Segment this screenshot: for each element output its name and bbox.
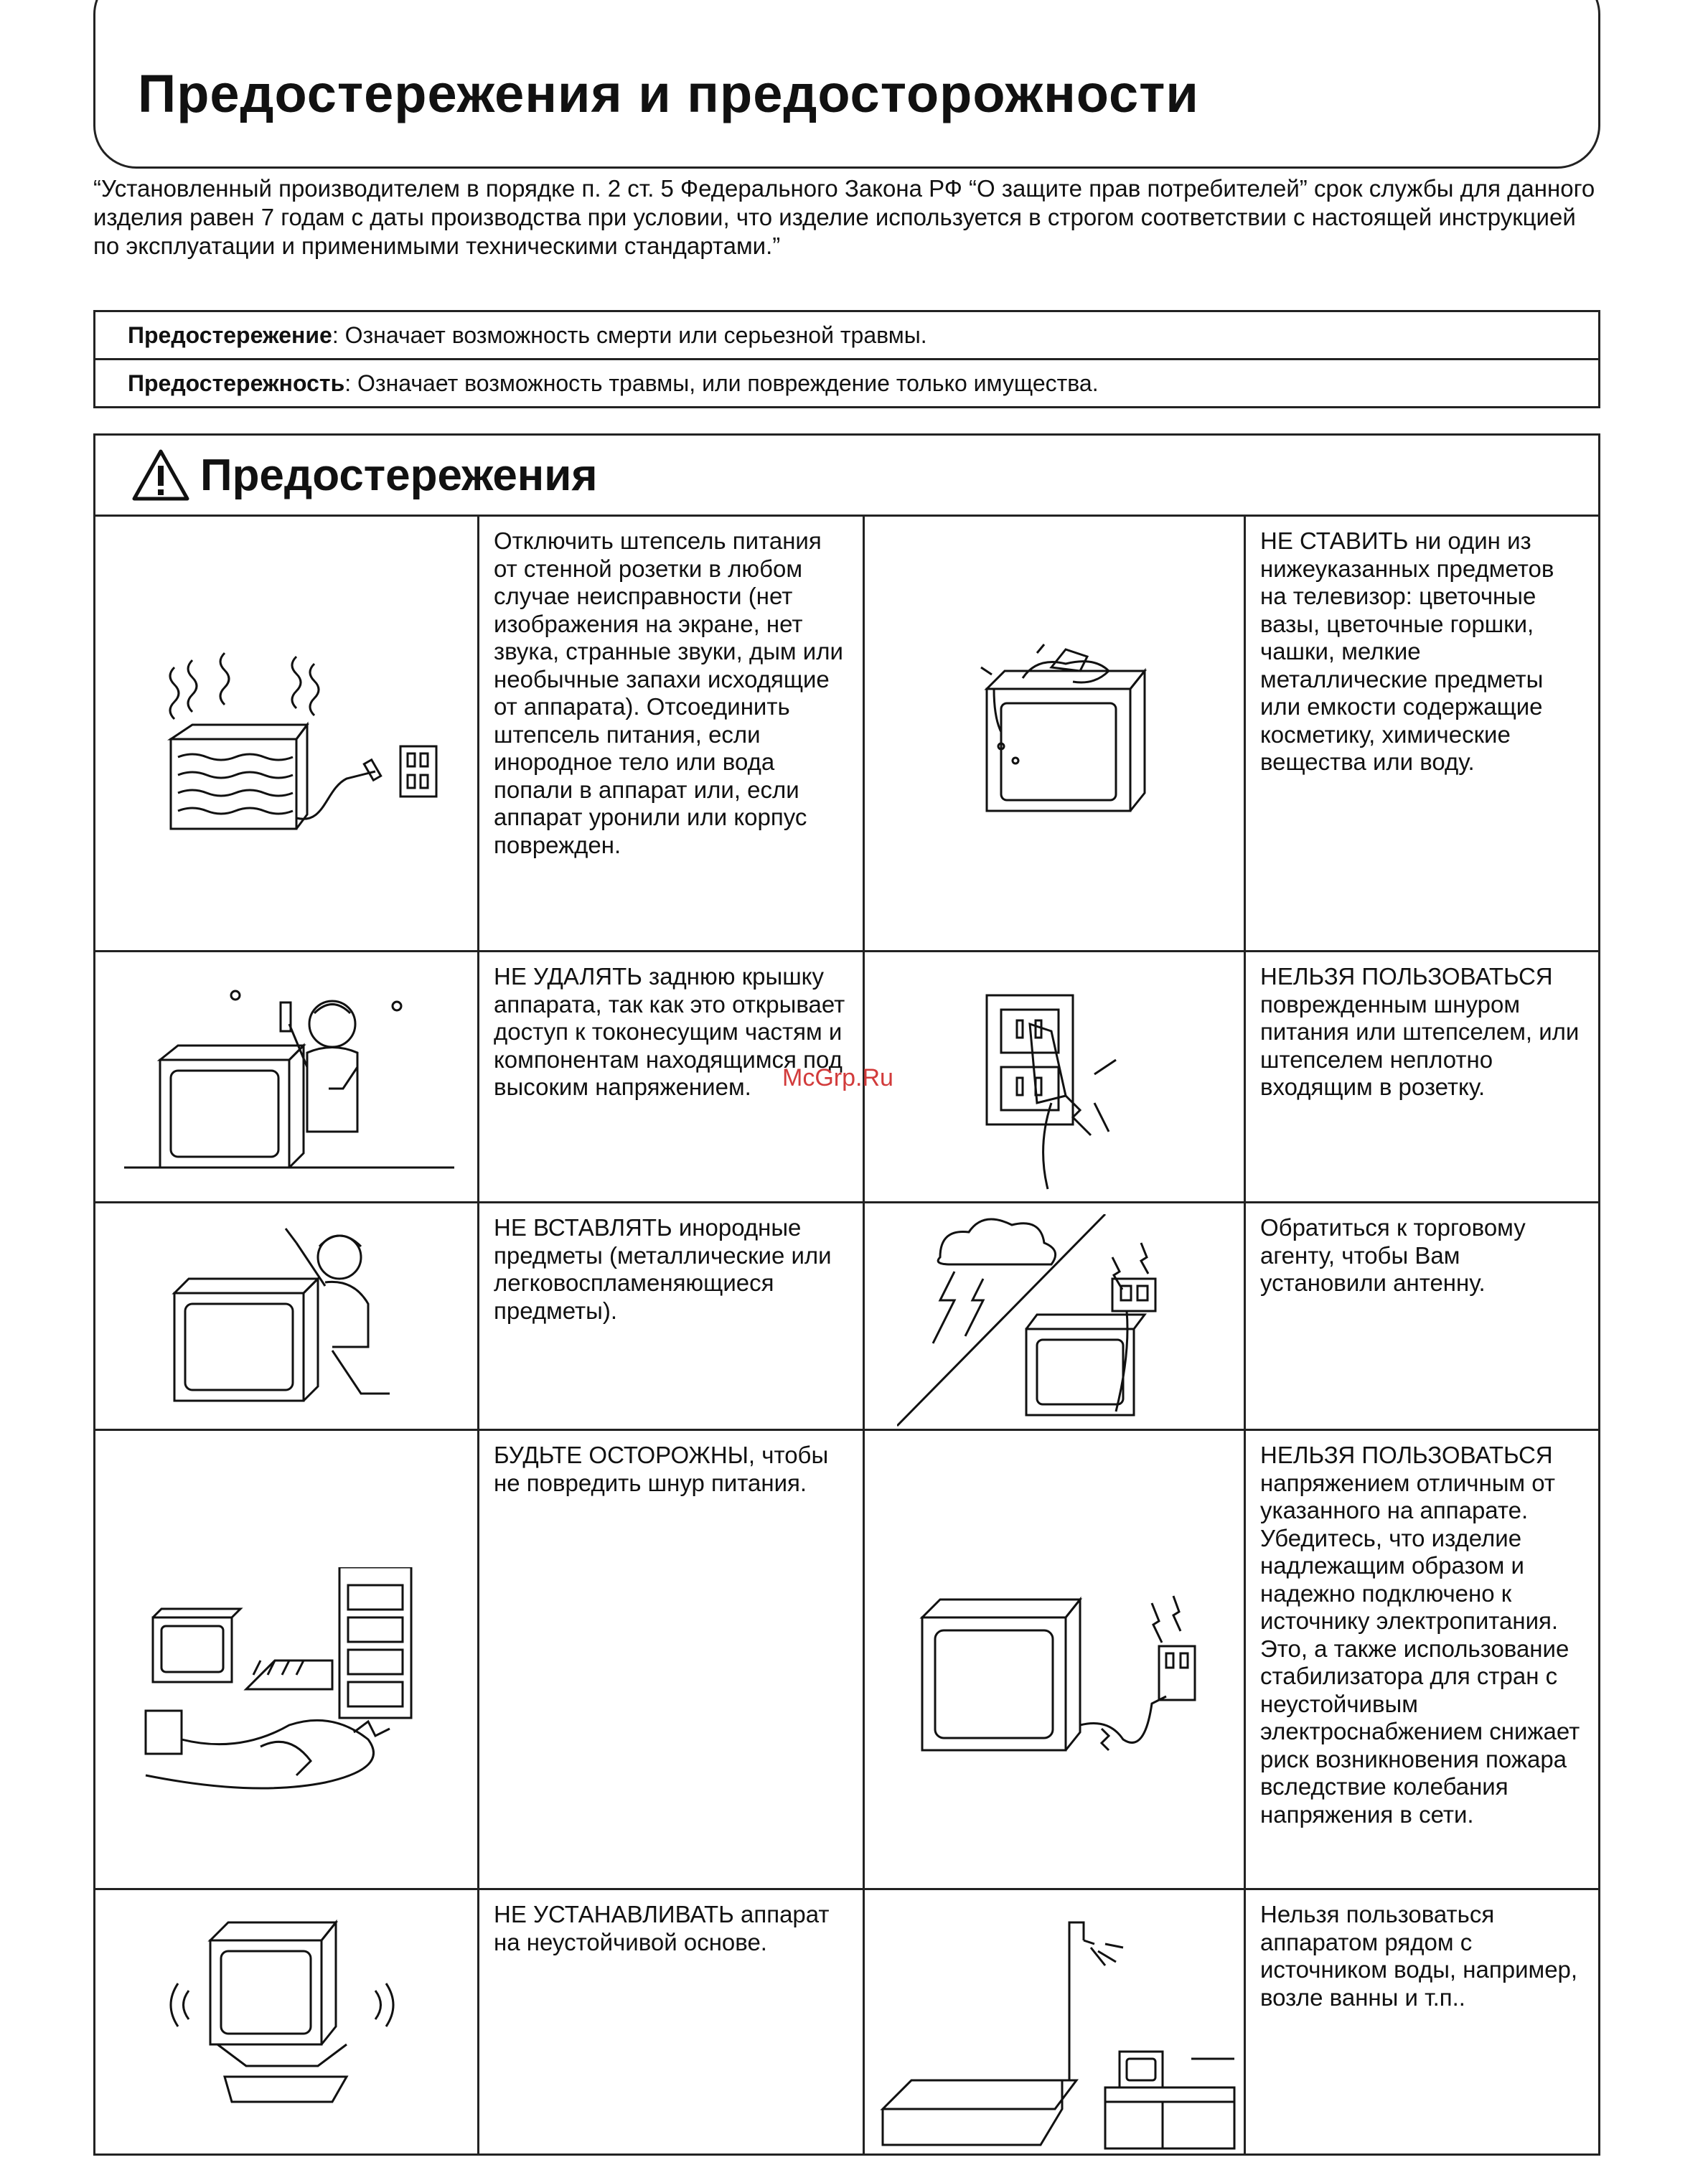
illustration-cell (865, 952, 1246, 1203)
warning-text: НЕ УДАЛЯТЬ заднюю крышку аппарата, так как это открывает доступ к токонесущим частям и компонентам находящимся под высоким напряжением. (494, 963, 845, 1100)
tv-near-bathtub-illustration (876, 1908, 1242, 2152)
definition-term: Предостережение (128, 321, 332, 348)
warnings-header (95, 436, 1598, 517)
warning-text: Обратиться к торговому агенту, чтобы Вам установили антенну. (1260, 1214, 1526, 1296)
warning-text-cell (479, 1890, 865, 2156)
warning-triangle-icon (131, 448, 190, 502)
illustration-cell (865, 517, 1246, 952)
warning-text-cell (479, 517, 865, 952)
warning-text: БУДЬТЕ ОСТОРОЖНЫ, чтобы не повредить шнур питания. (494, 1442, 829, 1496)
warning-text: НЕЛЬЗЯ ПОЛЬЗОВАТЬСЯ напряжением отличным от указанного на аппарате. Убедитесь, что изделие надлежащим образом и надежно подключено к источнику электропитания. Это, а также использование стабилизатора для стран с неустойчивым электроснабжением снижает риск возникновения пожара вследствие колебания напряжения в сети. (1260, 1442, 1580, 1828)
definition-warning (95, 312, 1598, 358)
illustration-cell (865, 1890, 1246, 2156)
definition-term: Предостережность (128, 370, 345, 396)
warnings-grid (95, 517, 1598, 2156)
definition-text: : Означает возможность смерти или серьезной травмы. (332, 321, 927, 348)
warnings-section (93, 433, 1600, 2156)
warning-text-cell (479, 1203, 865, 1431)
damaged-plug-illustration (972, 981, 1159, 1196)
watermark-text: McGrp.Ru (782, 1064, 893, 1091)
cord-under-furniture-illustration (139, 1567, 469, 1818)
warning-text-cell (1246, 1431, 1598, 1890)
warning-text: НЕ СТАВИТЬ ни один из нижеуказанных предметов на телевизор: цветочные вазы, цветочные горшки, чашки, мелкие металлические предметы или емкости содержащие косметику, химические вещества или воду. (1260, 527, 1554, 775)
service-life-notice: “Установленный производителем в порядке п. 2 ст. 5 Федерального Закона РФ “О защите прав потребителей” срок службы для данного изделия равен 7 годам с даты производства при условии, что изделие используется в строгом соответствии с настоящей инструкцией по эксплуатации и применимыми техническими стандартами.” (93, 175, 1595, 259)
tv-outlet-voltage-illustration (915, 1560, 1231, 1775)
tv-smoke-illustration (146, 639, 461, 847)
illustration-cell (95, 517, 479, 952)
warning-text: НЕ ВСТАВЛЯТЬ инородные предметы (металлические или легковоспламеняющиеся предметы). (494, 1214, 832, 1324)
tv-unstable-base-illustration (167, 1904, 411, 2120)
definition-text: : Означает возможность травмы, или повреждение только имущества. (344, 370, 1099, 396)
warning-text-cell (1246, 1890, 1598, 2156)
warnings-title: Предостережения (200, 450, 598, 500)
man-opening-tv-illustration (117, 974, 461, 1182)
illustration-cell (95, 1890, 479, 2156)
tv-vase-spill-illustration (972, 639, 1159, 825)
definitions-table (93, 310, 1600, 408)
illustration-cell (95, 952, 479, 1203)
child-inserting-object-illustration (167, 1221, 426, 1422)
warning-text: Нельзя пользоваться аппаратом рядом с источником воды, например, возле ванны и т.п.. (1260, 1901, 1578, 2011)
illustration-cell (865, 1203, 1246, 1431)
illustration-cell (95, 1431, 479, 1890)
warning-text-cell (1246, 1203, 1598, 1431)
illustration-cell (95, 1203, 479, 1431)
warning-text: НЕ УСТАНАВЛИВАТЬ аппарат на неустойчивой основе. (494, 1901, 830, 1955)
warning-text: НЕЛЬЗЯ ПОЛЬЗОВАТЬСЯ поврежденным шнуром питания или штепселем, или штепселем неплотно входящим в розетку. (1260, 963, 1580, 1100)
warning-text: Отключить штепсель питания от стенной розетки в любом случае неисправности (нет изображения на экране, нет звука, странные звуки, дым или необычные запахи исходящие от аппарата). Отсоединить штепсель питания, если инородное тело или вода попали в аппарат или, если аппарат уронили или корпус поврежден. (494, 527, 843, 858)
warning-text-cell (1246, 952, 1598, 1203)
warning-text-cell (479, 1431, 865, 1890)
illustration-cell (865, 1431, 1246, 1890)
definition-caution (95, 358, 1598, 406)
page-title: Предостережения и предосторожности (138, 64, 1199, 123)
warning-text-cell (1246, 517, 1598, 952)
lightning-antenna-illustration (897, 1214, 1234, 1429)
